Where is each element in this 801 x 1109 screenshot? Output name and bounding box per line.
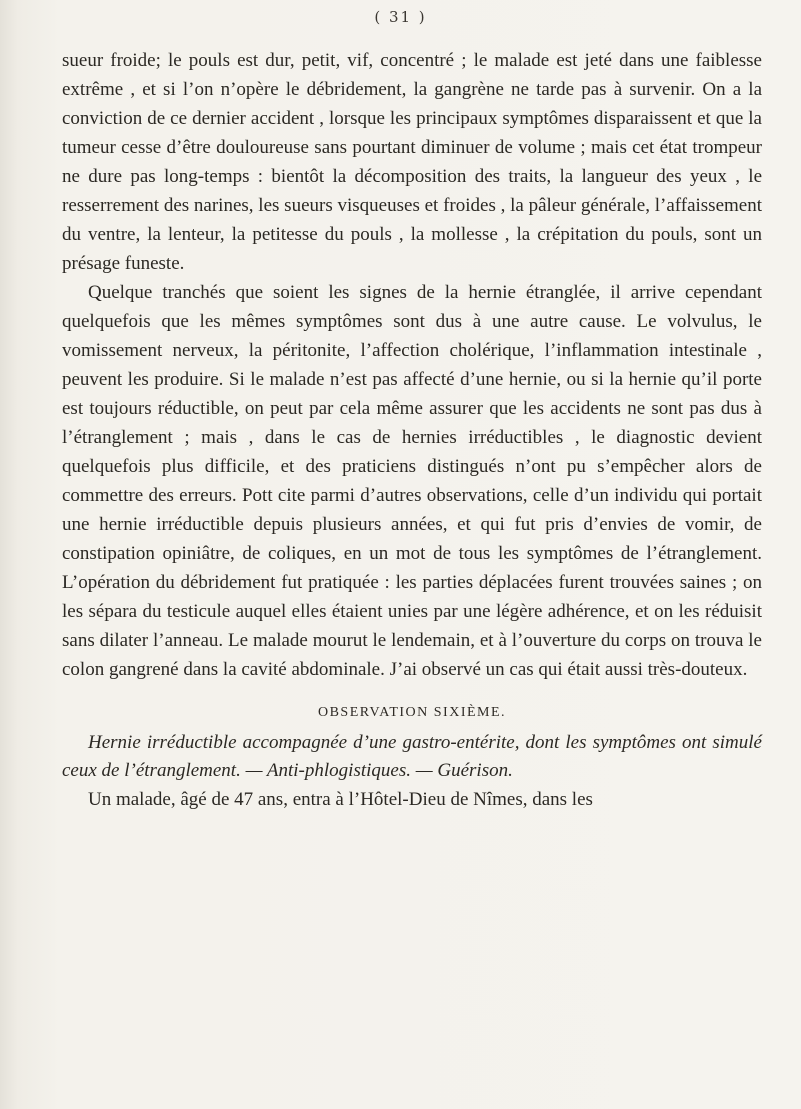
page-number: ( 31 ): [374, 8, 427, 26]
paragraph-2: Quelque tranchés que soient les signes de la hernie étranglée, il arrive cependant quelquefois que les mêmes symptômes sont dus à une autre cause. Le volvulus, le vomissement nerveux, la péritonite, l’affection cholérique, l’inflammation intestinale , peuvent les produire. Si le malade n’est pas affecté d’une hernie, ou si la hernie qu’il porte est toujours réductible, on peut par cela même assurer que les accidents ne sont pas dus à l’étranglement ; mais , dans le cas de hernies irréductibles , le diagnostic devient quelquefois plus difficile, et des praticiens distingués n’ont pu s’empêcher alors de commettre des erreurs. Pott cite parmi d’autres observations, celle d’un individu qui portait une hernie irréductible depuis plusieurs années, et qui fut pris d’envies de vomir, de constipation opiniâtre, de coliques, en un mot de tous les symptômes de l’étranglement. L’opération du débridement fut pratiquée : les parties déplacées furent trouvées saines ; on les sépara du testicule auquel elles étaient unies par une légère adhérence, et on les réduisit sans dilater l’anneau. Le malade mourut le lendemain, et à l’ouverture du corps on trouva le colon gangrené dans la cavité abdominale. J’ai observé un cas qui était aussi très-douteux.: [62, 282, 762, 680]
page-body: [62, 46, 762, 814]
observation-first-line: Un malade, âgé de 47 ans, entra à l’Hôtel-Dieu de Nîmes, dans les: [88, 789, 593, 810]
paragraph-1: sueur froide; le pouls est dur, petit, vif, concentré ; le malade est jeté dans une faiblesse extrême , et si l’on n’opère le débridement, la gangrène ne tarde pas à survenir. On a la conviction de ce dernier accident , lorsque les principaux symptômes disparaissent et que la tumeur cesse d’être douloureuse sans pourtant diminuer de volume ; mais cet état trompeur ne dure pas long-temps : bientôt la décomposition des traits, la langueur des yeux , le resserrement des narines, les sueurs visqueuses et froides , la pâleur générale, l’affaissement du ventre, la lenteur, la petitesse du pouls , la mollesse , la crépitation du pouls, sont un présage funeste.: [62, 50, 762, 274]
observation-heading: OBSERVATION SIXIÈME.: [317, 705, 507, 720]
observation-title: Hernie irréductible accompagnée d’une gastro-entérite, dont les symptômes ont simulé ceux de l’étranglement. — Anti-phlogistiques. — Guérison.: [62, 732, 762, 781]
